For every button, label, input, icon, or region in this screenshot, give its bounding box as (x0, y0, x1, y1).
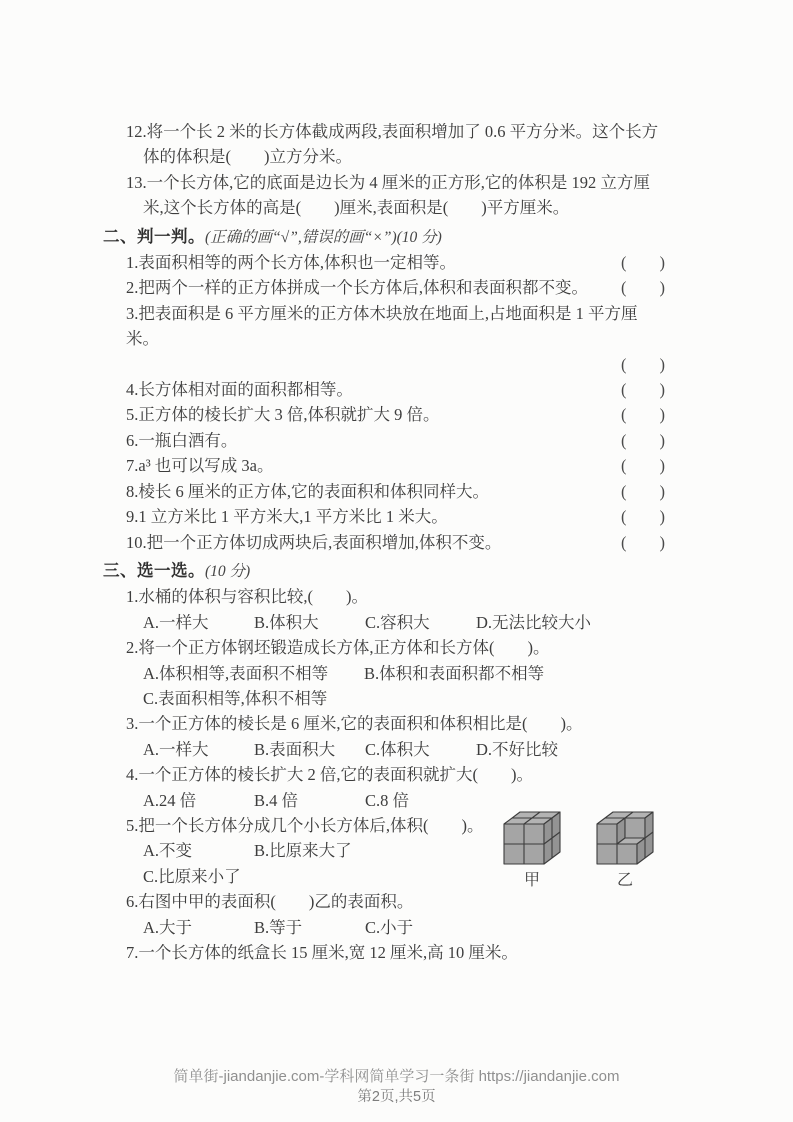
section-judge-title (103, 224, 670, 250)
section-judge-title-bold: 二、判一判。 (103, 226, 205, 246)
choose-q7-stem: 7.一个长方体的纸盒长 15 厘米,宽 12 厘米,高 10 厘米。 (126, 943, 518, 962)
judge-item-5-answer-paren: ( ) (621, 405, 665, 425)
choose-q6-option-c: C.小于 (365, 917, 414, 937)
choose-q5-option-c: C.比原来小了 (143, 866, 241, 886)
choose-q3-options (103, 737, 670, 762)
judge-item-10 (103, 530, 670, 555)
choose-q5-stem: 5.把一个长方体分成几个小长方体后,体积( )。 (126, 815, 484, 835)
fill-in-q13-line1: 13.一个长方体,它的底面是边长为 4 厘米的正方形,它的体积是 192 立方厘 (126, 172, 650, 192)
judge-item-6 (103, 428, 670, 453)
cube-figure-jia (503, 811, 561, 889)
choose-q6-options (103, 915, 670, 940)
choose-q2-option-a: A.体积相等,表面积不相等 (143, 663, 329, 683)
judge-item-4-answer-paren: ( ) (621, 380, 665, 400)
choose-q6-stem: 6.右图中甲的表面积( )乙的表面积。 (126, 892, 414, 912)
judge-item-2-answer-paren: ( ) (621, 278, 665, 298)
judge-item-4-text: 4.长方体相对面的面积都相等。 (126, 380, 353, 400)
fill-in-q12-line2: 体的体积是( )立方分米。 (143, 147, 352, 167)
judge-item-9-text: 9.1 立方米比 1 平方米大,1 平方米比 1 米大。 (126, 507, 448, 527)
judge-item-5-text: 5.正方体的棱长扩大 3 倍,体积就扩大 9 倍。 (126, 405, 440, 425)
judge-item-3-text: 3.把表面积是 6 平方厘米的正方体木块放在地面上,占地面积是 1 平方厘米。 (126, 303, 638, 349)
judge-item-2-text: 2.把两个一样的正方体拼成一个长方体后,体积和表面积都不变。 (126, 278, 588, 298)
judge-item-7-answer-paren: ( ) (621, 456, 665, 476)
choose-q4-options (103, 788, 670, 813)
choose-q6-option-b: B.等于 (254, 917, 303, 937)
cube-jia-drawing (503, 811, 561, 866)
section-judge-title-note: (正确的画“√”,错误的画“×”)(10 分) (205, 228, 442, 246)
judge-item-7 (103, 453, 670, 478)
choose-q4-option-b: B.4 倍 (254, 790, 299, 810)
judge-item-10-answer-paren: ( ) (621, 532, 665, 552)
cubes-figure (503, 811, 654, 889)
choose-q1-option-a: A.一样大 (143, 612, 209, 632)
choose-q3-option-d: D.不好比较 (476, 739, 559, 759)
choose-q3-option-c: C.体积大 (365, 739, 430, 759)
footer-site-line: 简单街-jiandanjie.com-学科网简单学习一条街 https://jiandanjie.com (173, 1068, 620, 1085)
judge-item-9 (103, 504, 670, 529)
choose-q1-option-c: C.容积大 (365, 612, 430, 632)
choose-q1-options (103, 610, 670, 635)
cube-jia-label: 甲 (523, 872, 540, 889)
section-choose-title-note: (10 分) (205, 562, 251, 580)
cube-figure-yi (596, 811, 654, 889)
section-choose-title (103, 558, 670, 584)
judge-item-10-text: 10.把一个正方体切成两块后,表面积增加,体积不变。 (126, 532, 502, 552)
judge-item-8-answer-paren: ( ) (621, 481, 665, 501)
choose-q2-option-c: C.表面积相等,体积不相等 (143, 688, 328, 708)
choose-q6-option-a: A.大于 (143, 917, 193, 937)
choose-q2-options-row1 (103, 661, 670, 686)
choose-q1-option-b: B.体积大 (254, 612, 319, 632)
judge-item-5 (103, 402, 670, 427)
choose-q3-stem: 3.一个正方体的棱长是 6 厘米,它的表面积和体积相比是( )。 (126, 714, 583, 734)
judge-item-1-answer-paren: ( ) (621, 253, 665, 273)
judge-item-7-text: 7.a³ 也可以写成 3a。 (126, 456, 274, 476)
fill-in-q13-line2: 米,这个长方体的高是( )厘米,表面积是( )平方厘米。 (143, 198, 570, 218)
choose-q4-stem: 4.一个正方体的棱长扩大 2 倍,它的表面积就扩大( )。 (126, 765, 533, 785)
judge-item-2 (103, 275, 670, 300)
choose-q2-options-row2 (103, 686, 670, 711)
judge-item-1 (103, 250, 670, 275)
judge-item-3-answer-line (103, 352, 670, 377)
judge-item-9-answer-paren: ( ) (621, 507, 665, 527)
judge-item-8-text: 8.棱长 6 厘米的正方体,它的表面积和体积同样大。 (126, 481, 489, 501)
fill-in-q12-line1: 12.将一个长 2 米的长方体截成两段,表面积增加了 0.6 平方分米。这个长方 (126, 122, 659, 141)
section-choose-title-bold: 三、选一选。 (103, 560, 205, 580)
judge-item-1-text: 1.表面积相等的两个长方体,体积也一定相等。 (126, 253, 456, 273)
choose-q4-option-c: C.8 倍 (365, 790, 410, 810)
cube-yi-drawing (596, 811, 654, 866)
choose-q1-option-d: D.无法比较大小 (476, 612, 592, 632)
choose-q2-stem: 2.将一个正方体钢坯锻造成长方体,正方体和长方体( )。 (126, 638, 550, 658)
page-footer (0, 1066, 793, 1108)
footer-page-number: 第2页,共5页 (357, 1089, 436, 1105)
choose-q5-option-a: A.不变 (143, 841, 193, 861)
judge-item-3-answer-paren: ( ) (621, 354, 665, 374)
choose-q4-option-a: A.24 倍 (143, 790, 197, 810)
choose-q2-option-b: B.体积和表面积都不相等 (364, 663, 545, 683)
judge-item-8 (103, 479, 670, 504)
choose-q5-option-b: B.比原来大了 (254, 841, 352, 861)
choose-q3-option-b: B.表面积大 (254, 739, 336, 759)
cube-yi-label: 乙 (616, 872, 633, 889)
judge-item-6-answer-paren: ( ) (621, 430, 665, 450)
judge-item-6-text: 6.一瓶白酒有。 (126, 430, 238, 450)
judge-item-4 (103, 377, 670, 402)
choose-q1-stem: 1.水桶的体积与容积比较,( )。 (126, 587, 368, 607)
choose-q3-option-a: A.一样大 (143, 739, 209, 759)
